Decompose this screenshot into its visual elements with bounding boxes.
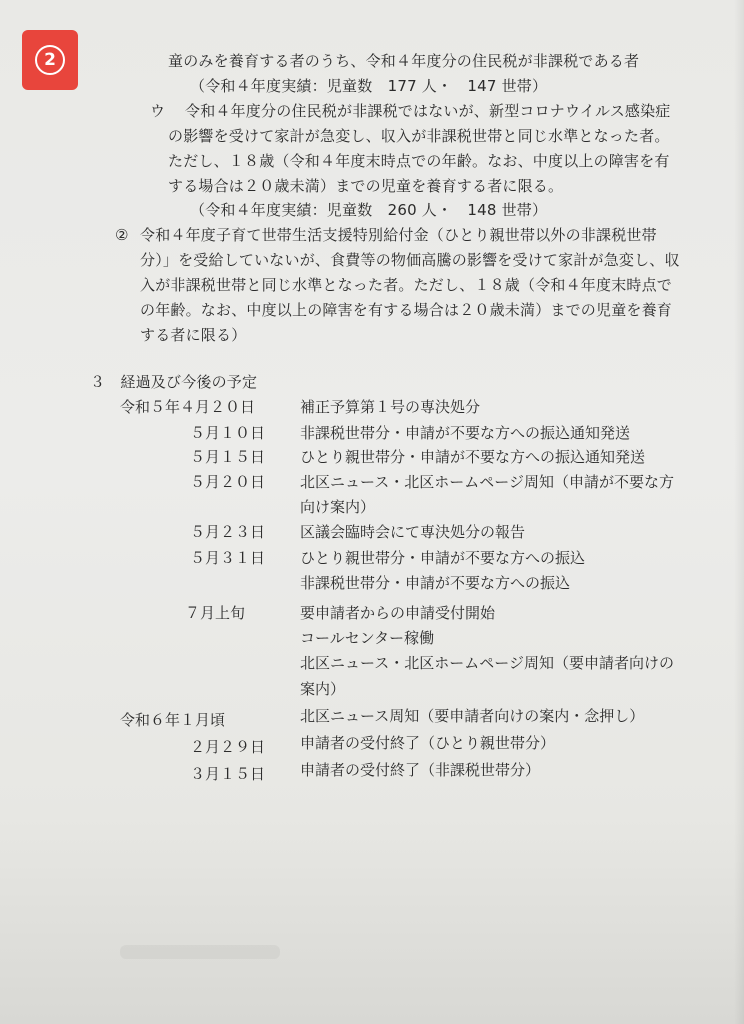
- schedule-item: コールセンター稼働: [300, 629, 435, 647]
- item-2-line: 分）」を受給していないが、食費等の物価高騰の影響を受けて家計が急変し、収: [140, 251, 680, 269]
- badge-number: 2: [35, 45, 65, 75]
- item-2-line: 令和４年度子育て世帯生活支援特別給付金（ひとり親世帯以外の非課税世帯: [140, 226, 657, 244]
- item-2-marker: ②: [115, 226, 129, 244]
- schedule-item: 要申請者からの申請受付開始: [300, 604, 496, 622]
- item-u-line: の影響を受けて家計が急変し、収入が非課税世帯と同じ水準となった者。: [168, 127, 670, 145]
- schedule-item: 区議会臨時会にて専決処分の報告: [300, 523, 526, 541]
- schedule-item: 非課税世帯分・申請が不要な方への振込: [300, 574, 571, 592]
- item-u-line: する場合は２０歳未満）までの児童を養育する者に限る。: [168, 177, 564, 195]
- section-heading: ３ 経過及び今後の予定: [90, 373, 258, 391]
- schedule-date: ５月１５日: [189, 448, 265, 466]
- schedule-item: 非課税世帯分・申請が不要な方への振込通知発送: [300, 424, 631, 442]
- item-2-line: の年齢。なお、中度以上の障害を有する場合は２０歳未満）までの児童を養育: [140, 301, 673, 319]
- paper-smudge: [120, 945, 280, 959]
- schedule-item: 申請者の受付終了（ひとり親世帯分）: [300, 734, 556, 752]
- stats-line: （令和４年度実績：児童数 260 人・ 148 世帯）: [190, 201, 548, 219]
- schedule-date: 令和６年１月頃: [120, 711, 226, 729]
- item-2-line: する者に限る）: [140, 326, 247, 344]
- schedule-date: ２月２９日: [189, 738, 265, 756]
- page-edge-shadow: [734, 0, 744, 1024]
- schedule-item: 北区ニュース周知（要申請者向けの案内・念押し）: [300, 707, 645, 725]
- stats-line: （令和４年度実績：児童数 177 人・ 147 世帯）: [190, 77, 548, 95]
- schedule-item: ひとり親世帯分・申請が不要な方への振込: [300, 549, 586, 567]
- schedule-date: ３月１５日: [189, 765, 265, 783]
- schedule-item: ひとり親世帯分・申請が不要な方への振込通知発送: [300, 448, 646, 466]
- paragraph-line: 童のみを養育する者のうち、令和４年度分の住民税が非課税である者: [168, 52, 640, 70]
- schedule-date: ５月３１日: [189, 549, 265, 567]
- item-u-marker: ウ: [150, 102, 166, 120]
- item-2-line: 入が非課税世帯と同じ水準となった者。ただし、１８歳（令和４年度末時点で: [140, 276, 673, 294]
- schedule-item: 向け案内）: [300, 498, 376, 516]
- schedule-item: 補正予算第１号の専決処分: [300, 398, 481, 416]
- schedule-item: 北区ニュース・北区ホームページ周知（申請が不要な方: [300, 473, 674, 491]
- item-u-line: ただし、１８歳（令和４年度末時点での年齢。なお、中度以上の障害を有: [168, 152, 670, 170]
- schedule-item: 案内）: [300, 680, 346, 698]
- schedule-item: 申請者の受付終了（非課税世帯分）: [300, 761, 541, 779]
- page-number-badge: [22, 30, 78, 90]
- schedule-date: ７月上旬: [185, 604, 246, 622]
- schedule-date: ５月２０日: [189, 473, 265, 491]
- schedule-date: 令和５年４月２０日: [120, 398, 256, 416]
- item-u-line: 令和４年度分の住民税が非課税ではないが、新型コロナウイルス感染症: [185, 102, 671, 120]
- schedule-date: ５月２３日: [189, 523, 265, 541]
- schedule-item: 北区ニュース・北区ホームページ周知（要申請者向けの: [300, 654, 674, 672]
- schedule-date: ５月１０日: [189, 424, 265, 442]
